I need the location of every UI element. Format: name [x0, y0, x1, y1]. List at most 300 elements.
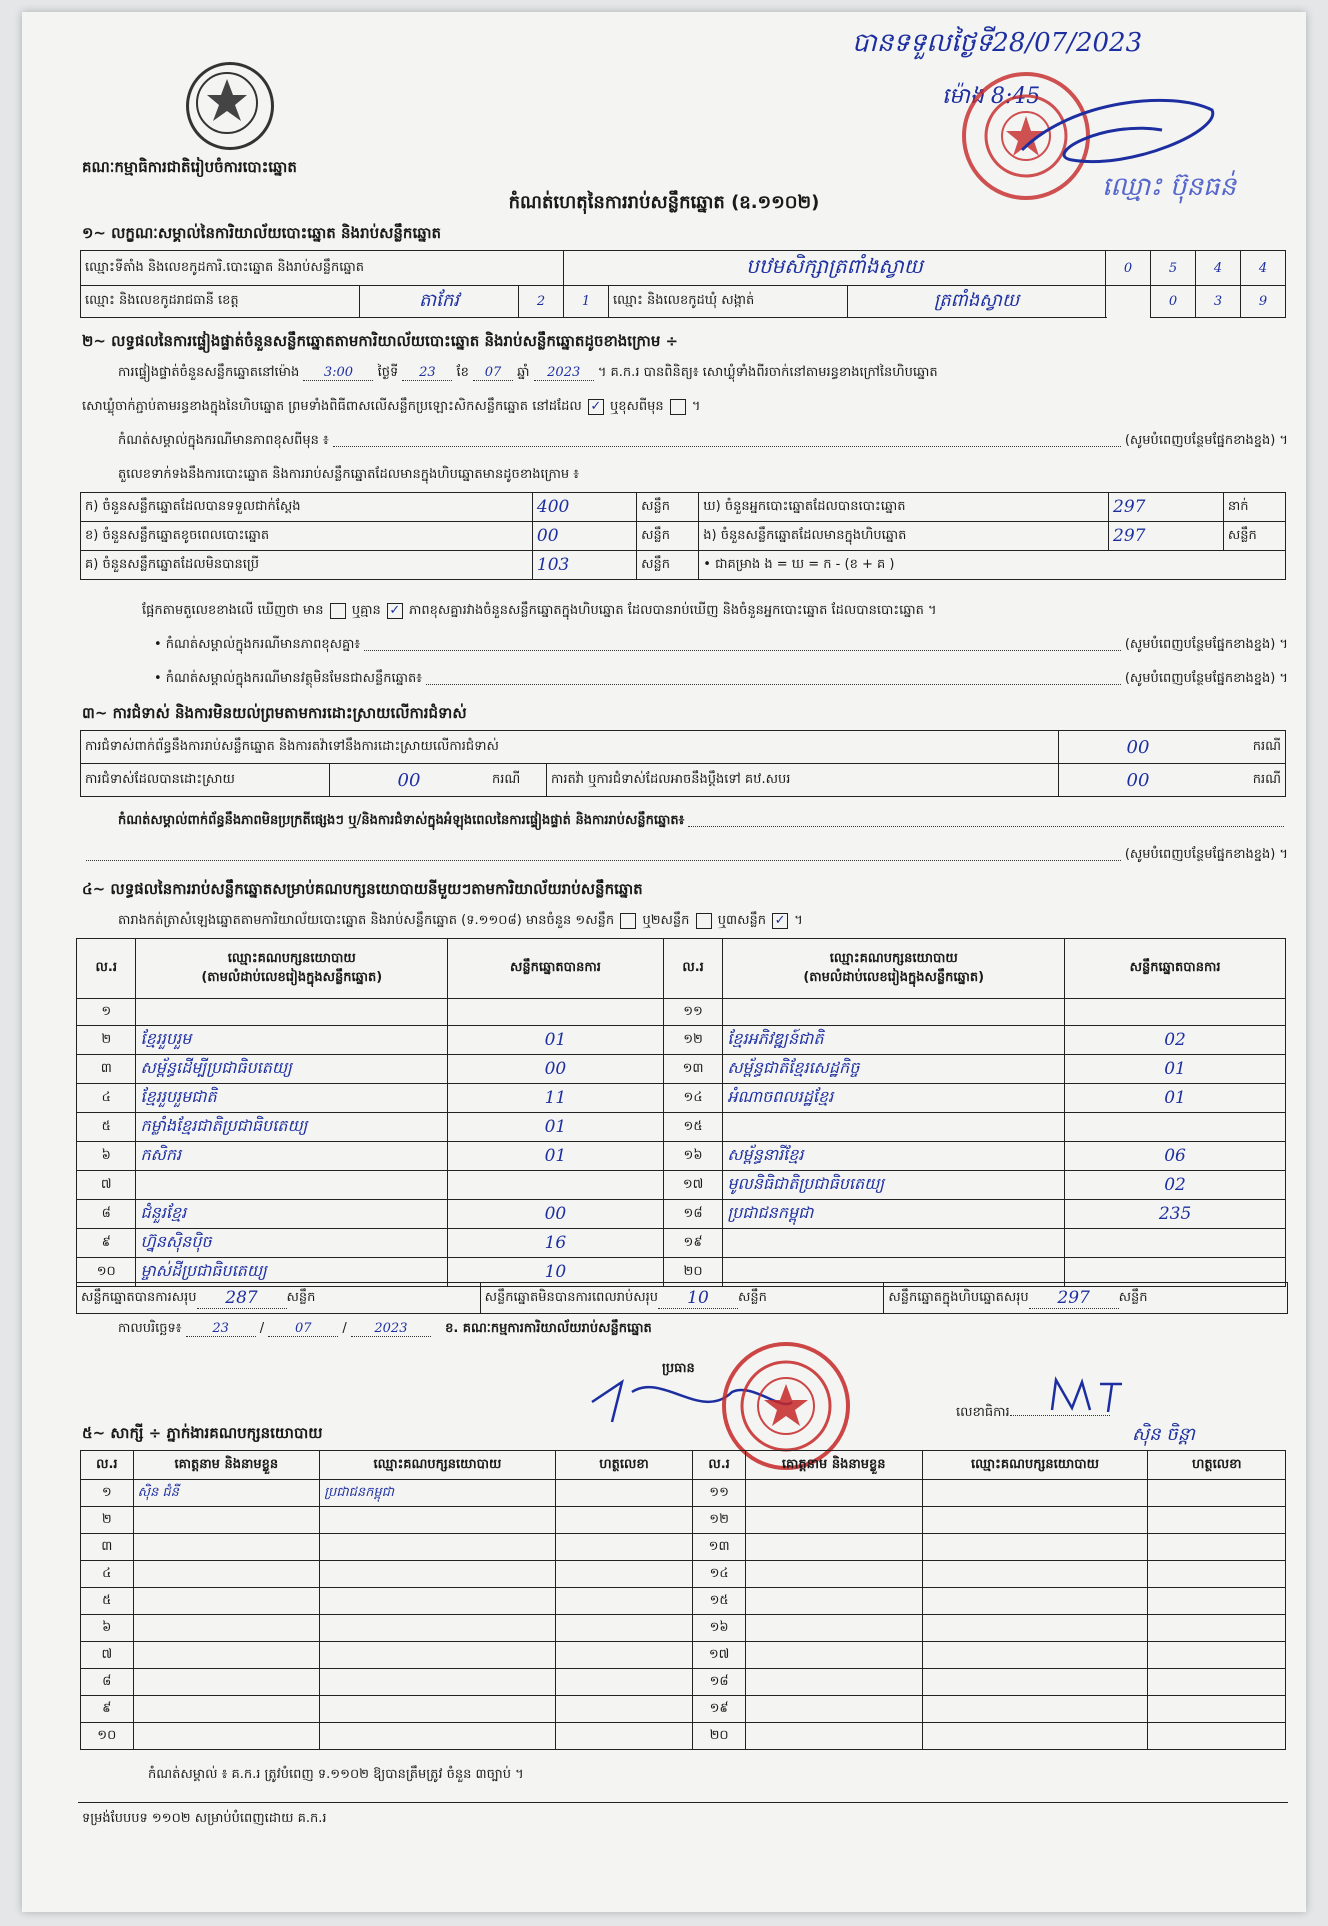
party-name: ខ្មែររួបរួមជាតិ — [136, 1084, 448, 1113]
office-code-digit: 4 — [1241, 251, 1286, 286]
table-row — [81, 731, 1286, 764]
vote-count — [1065, 1113, 1286, 1142]
date-month: 07 — [268, 1321, 338, 1337]
vote-count — [448, 999, 664, 1026]
table-row — [77, 1200, 1286, 1229]
office-code-digit: 4 — [1196, 251, 1241, 286]
vote-count: 01 — [448, 1142, 664, 1171]
col-no: ល.រ — [77, 939, 136, 999]
commune-label: ឈ្មោះ និងលេខកូដឃុំ សង្កាត់ — [609, 286, 848, 318]
form-footer: ទម្រង់បែបបទ ១១០២ សម្រាប់បំពេញដោយ គ.ក.រ — [82, 1811, 327, 1826]
table-row — [81, 1480, 1286, 1507]
col-no: ល.រ — [663, 939, 722, 999]
party-name: សម្ព័ន្ធដើម្បីប្រជាធិបតេយ្យ — [136, 1055, 448, 1084]
witness-name — [745, 1507, 922, 1534]
emblem-icon — [189, 65, 265, 141]
vote-count — [1065, 999, 1286, 1026]
bullet1-line — [154, 636, 1288, 655]
party-name: ហ្វ៊ុនស៊ិនប៉ិច — [136, 1229, 448, 1258]
witness-party — [922, 1534, 1148, 1561]
row-no: ១៥ — [693, 1588, 746, 1615]
verify-time: 3:00 — [303, 365, 373, 381]
unit: សន្លឹក — [286, 1289, 316, 1305]
verify-day: 23 — [402, 365, 452, 381]
witness-party — [922, 1507, 1148, 1534]
witness-signature — [1148, 1615, 1286, 1642]
table-row — [77, 1084, 1286, 1113]
president-label: ប្រធាន — [662, 1361, 695, 1376]
witness-party — [320, 1534, 556, 1561]
row-no: ១៨ — [663, 1200, 722, 1229]
signer-org: ខ. គណៈកម្មការការិយាល័យរាប់សន្លឹកឆ្នោត — [445, 1321, 652, 1336]
witness-signature — [555, 1534, 693, 1561]
no-difference-checkbox[interactable]: ✓ — [387, 603, 403, 619]
witness-name: ស៊ិន ជំនី — [133, 1480, 320, 1507]
witness-party: ប្រជាជនកម្ពុជា — [320, 1480, 556, 1507]
col-votes: សន្លឹកឆ្នោតបានការ — [1065, 939, 1286, 999]
commune-code-digit: 9 — [1241, 286, 1286, 318]
vote-count: 01 — [1065, 1084, 1286, 1113]
results-table — [76, 938, 1286, 1287]
row-no: ១៣ — [693, 1534, 746, 1561]
witness-party — [922, 1561, 1148, 1588]
three-sheet-checkbox[interactable]: ✓ — [772, 913, 788, 929]
resolved-label: ការជំទាស់ដែលបានដោះស្រាយ — [81, 764, 330, 797]
total-invalid-value: 10 — [658, 1288, 738, 1309]
difference-line — [142, 602, 937, 621]
text-segment: ។ គ.ក.រ បានពិនិត្យ៖ សោឃ្លុំទាំងពីរចាក់នៅតាមរន្ធខាងក្រៅនៃហិបឆ្នោត — [597, 365, 938, 380]
witness-name — [133, 1696, 320, 1723]
witness-signature — [1148, 1588, 1286, 1615]
row-no: ៦ — [77, 1142, 136, 1171]
table-row — [77, 1171, 1286, 1200]
party-name: ប្រជាជនកម្ពុជា — [723, 1200, 1065, 1229]
section2-heading: ២~ លទ្ធផលនៃការផ្ទៀងផ្ទាត់ចំនួនសន្លឹកឆ្នោតតាមការិយាល័យបោះឆ្នោត និងរាប់សន្លឹកឆ្នោតដូចខាងក្រោម ÷ — [82, 332, 679, 350]
vote-count: 01 — [448, 1026, 664, 1055]
row-no: ១១ — [663, 999, 722, 1026]
table-row — [77, 1142, 1286, 1171]
col-party-label: ឈ្មោះគណបក្សនយោបាយ — [829, 950, 958, 966]
vote-count: 01 — [448, 1113, 664, 1142]
witness-name — [133, 1534, 320, 1561]
resolved-unit: ករណី — [488, 764, 547, 797]
party-name — [136, 999, 448, 1026]
table-row — [77, 1229, 1286, 1258]
witness-party — [320, 1588, 556, 1615]
text-segment: ឬខុសពីមុន — [609, 399, 664, 414]
section4-heading: ៤~ លទ្ធផលនៃការរាប់សន្លឹកឆ្នោតសម្រាប់គណបក្សនយោបាយនីមួយៗតាមការិយាល័យរាប់សន្លឹកឆ្នោត — [82, 880, 643, 898]
commune-code-digit: 3 — [1196, 286, 1241, 318]
witness-party — [922, 1588, 1148, 1615]
witness-signature — [555, 1615, 693, 1642]
party-name: ម្ចាស់ដីប្រជាធិបតេយ្យ — [136, 1258, 448, 1287]
office-value: បឋមសិក្សាត្រពាំងស្វាយ — [564, 251, 1106, 286]
witness-name — [745, 1615, 922, 1642]
col-no: ល.រ — [81, 1451, 134, 1480]
appeal-value: 00 — [1059, 764, 1218, 797]
witness-name — [133, 1507, 320, 1534]
table-row — [81, 1642, 1286, 1669]
table-row — [77, 1026, 1286, 1055]
witness-name — [745, 1642, 922, 1669]
table-row — [81, 1723, 1286, 1750]
received-by: ឈ្មោះ ប៊ុនធន់ — [1102, 172, 1236, 202]
vote-count: 16 — [448, 1229, 664, 1258]
figure-label: ខ) ចំនួនសន្លឹកឆ្នោតខូចពេលបោះឆ្នោត — [81, 522, 533, 551]
row-no: ១៤ — [663, 1084, 722, 1113]
col-sign: ហត្ថលេខា — [555, 1451, 693, 1480]
total-box-cell — [884, 1283, 1287, 1313]
objection-value: 00 — [1059, 731, 1218, 764]
witness-party — [922, 1480, 1148, 1507]
row-no: ៨ — [77, 1200, 136, 1229]
office-label: ឈ្មោះទីតាំង និងលេខកូដការិ.បោះឆ្នោត និងរាប់សន្លឹកឆ្នោត — [81, 251, 564, 286]
vote-count — [1065, 1229, 1286, 1258]
org-name: គណៈកម្មាធិការជាតិរៀបចំការបោះឆ្នោត — [82, 158, 297, 176]
row-no: ៥ — [77, 1113, 136, 1142]
formula: • ជាគម្រាង ង = ឃ = ក - (ខ + គ ) — [699, 551, 1286, 580]
note1-line — [118, 432, 1288, 451]
table-row — [77, 1055, 1286, 1084]
text-segment: ឬ៣សន្លឹក — [717, 913, 766, 928]
row-no: ១០ — [81, 1723, 134, 1750]
figure-unit: សន្លឹក — [637, 493, 699, 522]
row-no: ១ — [77, 999, 136, 1026]
province-label: ឈ្មោះ និងលេខកូដរាជធានី ខេត្ត — [81, 286, 360, 318]
figure-label: ឃ) ចំនួនអ្នកបោះឆ្នោតដែលបានបោះឆ្នោត — [699, 493, 1109, 522]
row-no: ២០ — [663, 1258, 722, 1287]
appeal-label: ការតវ៉ា ឬការជំទាស់ដែលអាចនឹងប្តឹងទៅ គឋ.សបរ — [547, 764, 1059, 797]
appeal-unit: ករណី — [1217, 764, 1286, 797]
totals-row — [76, 1282, 1288, 1314]
date-year: 2023 — [351, 1321, 431, 1337]
text-segment: ឆ្នាំ — [517, 365, 530, 380]
text-segment: (សូមបំពេញបន្ថែមផ្នែកខាងខ្នង) ។ — [1124, 671, 1288, 686]
received-time: ម៉ោង 8:45 — [942, 84, 1041, 109]
table-row — [81, 764, 1286, 797]
section3-heading: ៣~ ការជំទាស់ និងការមិនយល់ព្រមតាមការដោះស្រាយលើការជំទាស់ — [82, 704, 467, 722]
col-party-sub: (តាមលំដាប់លេខរៀងក្នុងសន្លឹកឆ្នោត) — [803, 969, 985, 985]
commune-value: ត្រពាំងស្វាយ — [848, 286, 1106, 318]
text-segment: (សូមបំពេញបន្ថែមផ្នែកខាងខ្នង) ។ — [1124, 433, 1288, 448]
bullet2-line — [154, 670, 1288, 689]
witness-signature — [1148, 1507, 1286, 1534]
witness-name — [745, 1561, 922, 1588]
two-sheet-checkbox[interactable] — [696, 913, 712, 929]
total-box-value: 297 — [1029, 1288, 1119, 1309]
col-party — [723, 939, 1065, 999]
text-segment: ឬគ្មាន — [351, 603, 381, 618]
party-name: សម្ព័ន្ធជាតិខ្មែរសេដ្ឋកិច្ច — [723, 1055, 1065, 1084]
text-segment: ថ្ងៃទី — [377, 365, 399, 380]
row-no: ៦ — [81, 1615, 134, 1642]
witness-party — [320, 1642, 556, 1669]
witness-signature — [1148, 1534, 1286, 1561]
witness-signature — [1148, 1642, 1286, 1669]
text-segment: • កំណត់សម្គាល់ក្នុងករណីមានភាពខុសគ្នា៖ — [154, 637, 361, 652]
col-name: គោត្តនាម និងនាមខ្លួន — [133, 1451, 320, 1480]
table-row — [81, 493, 1286, 522]
resolved-value: 00 — [330, 764, 489, 797]
witness-signature — [555, 1507, 693, 1534]
seal-check-line: សោឃ្លុំចាក់ភ្ជាប់តាមរន្ធខាងក្នុងនៃហិបឆ្នោត ព្រមទាំងពិធីពាសលើសន្លឹកប្រឡោះសិកសន្លឹកឆ្នោត នៅដដែល ✓ ឬខុសពីមុន ។ — [82, 398, 701, 414]
party-name: ខ្មែរអភិវឌ្ឍន៍ជាតិ — [723, 1026, 1065, 1055]
text-segment: កំណត់សម្គាល់ក្នុងករណីមានភាពខុសពីមុន ៖ — [118, 433, 329, 448]
row-no: ១៨ — [693, 1669, 746, 1696]
witness-table — [80, 1450, 1286, 1750]
row-no: ១៦ — [693, 1615, 746, 1642]
total-invalid-cell — [481, 1283, 885, 1313]
witness-signature — [1148, 1696, 1286, 1723]
verify-month: 07 — [473, 365, 513, 381]
party-name: ជំនួរខ្មែរ — [136, 1200, 448, 1229]
witness-name — [745, 1480, 922, 1507]
witness-signature — [555, 1480, 693, 1507]
row-no: ៨ — [81, 1669, 134, 1696]
row-no: ១៤ — [693, 1561, 746, 1588]
witness-party — [320, 1615, 556, 1642]
row-no: ៩ — [81, 1696, 134, 1723]
section1-table — [80, 250, 1286, 318]
vote-count: 11 — [448, 1084, 664, 1113]
unit: សន្លឹក — [1118, 1289, 1148, 1305]
figures-table — [80, 492, 1286, 580]
row-no: ១២ — [663, 1026, 722, 1055]
party-name — [723, 1229, 1065, 1258]
verification-line — [118, 364, 1288, 383]
table-row — [81, 1696, 1286, 1723]
vote-count: 10 — [448, 1258, 664, 1287]
row-no: ៩ — [77, 1229, 136, 1258]
witness-party — [320, 1561, 556, 1588]
witness-name — [133, 1642, 320, 1669]
party-name: ខ្មែររួបរួម — [136, 1026, 448, 1055]
table-row — [81, 1507, 1286, 1534]
witness-party — [320, 1669, 556, 1696]
row-no: ៧ — [81, 1642, 134, 1669]
objection-label: ការជំទាស់ពាក់ព័ន្ធនឹងការរាប់សន្លឹកឆ្នោត និងការតវ៉ាទៅនឹងការដោះស្រាយលើការជំទាស់ — [81, 731, 1059, 764]
signature-scribble — [1012, 90, 1232, 180]
party-name: មូលនិធិជាតិប្រជាធិបតេយ្យ — [723, 1171, 1065, 1200]
objection-table — [80, 730, 1286, 797]
text-segment: ខែ — [456, 365, 469, 380]
col-party: ឈ្មោះគណបក្សនយោបាយ — [922, 1451, 1148, 1480]
figure-label: ក) ចំនួនសន្លឹកឆ្នោតដែលបានទទួលជាក់ស្តែង — [81, 493, 533, 522]
col-no: ល.រ — [693, 1451, 746, 1480]
text-segment: (សូមបំពេញបន្ថែមផ្នែកខាងខ្នង) ។ — [1124, 637, 1288, 652]
vote-count: 02 — [1065, 1026, 1286, 1055]
text-segment: សោឃ្លុំចាក់ភ្ជាប់តាមរន្ធខាងក្នុងនៃហិបឆ្នោត ព្រមទាំងពិធីពាសលើសន្លឹកប្រឡោះសិកសន្លឹកឆ្នោត នៅដដែល — [82, 399, 582, 414]
text-segment: កំណត់សម្គាល់ពាក់ព័ន្ធនឹងភាពមិនប្រក្រតីផ្សេងៗ ឬ/និងការជំទាស់ក្នុងអំឡុងពេលនៃការផ្ទៀងផ្ទាត់ និងការរាប់សន្លឹកឆ្នោត៖ — [118, 813, 685, 828]
vote-count: 00 — [448, 1055, 664, 1084]
text-segment: ផ្អែកតាមតួលេខខាងលើ ឃើញថា មាន — [142, 603, 324, 618]
objection-unit: ករណី — [1217, 731, 1286, 764]
col-sign: ហត្ថលេខា — [1148, 1451, 1286, 1480]
party-name: សម្ព័ន្ធនារីខ្មែរ — [723, 1142, 1065, 1171]
irregularity-note — [118, 812, 1288, 831]
office-code-digit: 5 — [1151, 251, 1196, 286]
seal-icon — [736, 1356, 836, 1456]
row-no: ១៧ — [693, 1642, 746, 1669]
row-no: ១៦ — [663, 1142, 722, 1171]
secretary-signature — [1042, 1370, 1152, 1420]
witness-signature — [1148, 1723, 1286, 1750]
witness-signature — [1148, 1480, 1286, 1507]
same-checkbox[interactable]: ✓ — [588, 399, 604, 415]
province-code-digit: 2 — [519, 286, 564, 318]
party-name — [723, 1113, 1065, 1142]
nec-logo — [186, 62, 274, 150]
table-row — [81, 551, 1286, 580]
text-segment: កាលបរិច្ឆេទ៖ — [118, 1321, 182, 1336]
witness-party — [320, 1723, 556, 1750]
has-difference-checkbox[interactable] — [330, 603, 346, 619]
figure-label: ង) ចំនួនសន្លឹកឆ្នោតដែលមានក្នុងហិបឆ្នោត — [699, 522, 1109, 551]
secretary-text: លេខាធិការ — [956, 1405, 1010, 1420]
office-code-digit: 0 — [1106, 251, 1151, 286]
row-no: ៤ — [77, 1084, 136, 1113]
total-valid-value: 287 — [197, 1288, 287, 1309]
row-no: ១១ — [693, 1480, 746, 1507]
witness-name — [745, 1669, 922, 1696]
witness-name — [745, 1696, 922, 1723]
figure-value: 297 — [1109, 522, 1224, 551]
table-row — [81, 1615, 1286, 1642]
witness-party — [922, 1723, 1148, 1750]
total-valid-label: សន្លឹកឆ្នោតបានការសរុប — [81, 1289, 197, 1305]
figure-unit: នាក់ — [1223, 493, 1285, 522]
witness-name — [133, 1588, 320, 1615]
witness-name — [745, 1588, 922, 1615]
figure-unit: សន្លឹក — [1223, 522, 1285, 551]
witness-signature — [1148, 1561, 1286, 1588]
row-no: ៤ — [81, 1561, 134, 1588]
figure-value: 00 — [532, 522, 636, 551]
section5-heading: ៥~ សាក្សី ÷ ភ្នាក់ងារគណបក្សនយោបាយ — [82, 1424, 323, 1442]
form-sheet — [22, 12, 1306, 1912]
total-invalid-label: សន្លឹកឆ្នោតមិនបានការពេលរាប់សរុប — [484, 1289, 658, 1305]
commune-code-digit: 0 — [1151, 286, 1196, 318]
figure-unit: សន្លឹក — [637, 551, 699, 580]
province-value: តាកែវ — [360, 286, 519, 318]
witness-signature — [1148, 1669, 1286, 1696]
col-party — [136, 939, 448, 999]
text-segment: ការផ្ទៀងផ្ទាត់ចំនួនសន្លឹកឆ្នោតនៅម៉ោង — [118, 365, 300, 380]
col-party-sub: (តាមលំដាប់លេខរៀងក្នុងសន្លឹកឆ្នោត) — [201, 969, 383, 985]
vote-count: 01 — [1065, 1055, 1286, 1084]
witness-signature — [555, 1669, 693, 1696]
row-no: ១៩ — [663, 1229, 722, 1258]
witness-signature — [555, 1696, 693, 1723]
vote-count: 235 — [1065, 1200, 1286, 1229]
tally-sheets-line: តារាងកត់ត្រាសំឡេងឆ្នោតតាមការិយាល័យបោះឆ្នោត និងរាប់សន្លឹកឆ្នោត (ទ.១១០៨) មានចំនួន ១សន្លឹក ឬ២សន្លឹក ឬ៣សន្លឹក ✓ ។ — [118, 912, 803, 928]
figures-intro: តួលេខទាក់ទងនឹងការបោះឆ្នោត និងការរាប់សន្លឹកឆ្នោតដែលមានក្នុងហិបឆ្នោតមានដូចខាងក្រោម ៖ — [118, 467, 579, 482]
figure-label: គ) ចំនួនសន្លឹកឆ្នោតដែលមិនបានប្រើ — [81, 551, 533, 580]
footnote: កំណត់សម្គាល់ ៖ គ.ក.រ ត្រូវបំពេញ ទ.១១០២ ឱ្យបានត្រឹមត្រូវ ចំនួន ៣ច្បាប់ ។ — [148, 1767, 524, 1782]
witness-party — [922, 1615, 1148, 1642]
secretary-name: ស៊ិន ចិន្តា — [1132, 1424, 1195, 1445]
row-no: ១៣ — [663, 1055, 722, 1084]
witness-name — [133, 1723, 320, 1750]
witness-name — [133, 1615, 320, 1642]
witness-party — [922, 1669, 1148, 1696]
figure-value: 297 — [1109, 493, 1224, 522]
row-no: ២ — [77, 1026, 136, 1055]
text-segment: (សូមបំពេញបន្ថែមផ្នែកខាងខ្នង) ។ — [1124, 847, 1288, 862]
received-note: បានទទួលថ្ងៃទី28/07/2023 — [852, 28, 1143, 58]
party-name — [723, 999, 1065, 1026]
vote-count: 02 — [1065, 1171, 1286, 1200]
row-no: ៣ — [81, 1534, 134, 1561]
witness-name — [133, 1561, 320, 1588]
witness-name — [133, 1669, 320, 1696]
table-row — [81, 522, 1286, 551]
irregularity-note-cont — [82, 846, 1288, 865]
text-segment: ភាពខុសគ្នារវាងចំនួនសន្លឹកឆ្នោតក្នុងហិបឆ្នោត ដែលបានរាប់ឃើញ និងចំនួនអ្នកបោះឆ្នោត ដែលបានបោះឆ្នោត ។ — [409, 603, 937, 618]
text-segment: • កំណត់សម្គាល់ក្នុងករណីមានវត្ថុមិនមែនជាសន្លឹកឆ្នោត៖ — [154, 671, 422, 686]
vote-count: 00 — [448, 1200, 664, 1229]
vote-count — [448, 1171, 664, 1200]
col-party-label: ឈ្មោះគណបក្សនយោបាយ — [227, 950, 356, 966]
col-name: គោត្តនាម និងនាមខ្លួន — [745, 1451, 922, 1480]
row-no: ២ — [81, 1507, 134, 1534]
different-checkbox[interactable] — [670, 399, 686, 415]
row-no: ២០ — [693, 1723, 746, 1750]
province-code-digit: 1 — [564, 286, 609, 318]
table-row — [77, 1113, 1286, 1142]
row-no: ៣ — [77, 1055, 136, 1084]
party-name: អំណាចពលរដ្ឋខ្មែរ — [723, 1084, 1065, 1113]
row-no: ១៥ — [663, 1113, 722, 1142]
table-row — [81, 1588, 1286, 1615]
col-party: ឈ្មោះគណបក្សនយោបាយ — [320, 1451, 556, 1480]
figure-unit: សន្លឹក — [637, 522, 699, 551]
table-row — [81, 1669, 1286, 1696]
witness-signature — [555, 1561, 693, 1588]
row-no: ១៧ — [663, 1171, 722, 1200]
form-title: កំណត់ហេតុនៃការរាប់សន្លឹកឆ្នោត (ឧ.១១០២) — [508, 192, 820, 213]
witness-signature — [555, 1723, 693, 1750]
party-name: កម្លាំងខ្មែរជាតិប្រជាធិបតេយ្យ — [136, 1113, 448, 1142]
row-no: ១៩ — [693, 1696, 746, 1723]
witness-party — [922, 1642, 1148, 1669]
verify-year: 2023 — [534, 365, 594, 381]
table-row — [81, 1534, 1286, 1561]
unit: សន្លឹក — [737, 1289, 767, 1305]
figure-value: 400 — [532, 493, 636, 522]
footer-divider — [78, 1802, 1288, 1803]
witness-party — [320, 1696, 556, 1723]
figure-value: 103 — [532, 551, 636, 580]
date-day: 23 — [186, 1321, 256, 1337]
witness-party — [922, 1696, 1148, 1723]
party-name: កសិករ — [136, 1142, 448, 1171]
witness-signature — [555, 1642, 693, 1669]
witness-name — [745, 1534, 922, 1561]
table-row — [77, 999, 1286, 1026]
vote-count: 06 — [1065, 1142, 1286, 1171]
section1-heading: ១~ លក្ខណៈសម្គាល់នៃការិយាល័យបោះឆ្នោត និងរាប់សន្លឹកឆ្នោត — [82, 224, 442, 242]
text-segment: តារាងកត់ត្រាសំឡេងឆ្នោតតាមការិយាល័យបោះឆ្នោត និងរាប់សន្លឹកឆ្នោត (ទ.១១០៨) មានចំនួន ១សន្លឹក — [118, 913, 615, 928]
one-sheet-checkbox[interactable] — [620, 913, 636, 929]
witness-party — [320, 1507, 556, 1534]
row-no: ៥ — [81, 1588, 134, 1615]
date-line: កាលបរិច្ឆេទ៖ 23 / 07 / 2023 ខ. គណៈកម្មការការិយាល័យរាប់សន្លឹកឆ្នោត — [118, 1321, 652, 1336]
witness-signature — [555, 1588, 693, 1615]
row-no: ៧ — [77, 1171, 136, 1200]
witness-name — [745, 1723, 922, 1750]
row-no: ១២ — [693, 1507, 746, 1534]
